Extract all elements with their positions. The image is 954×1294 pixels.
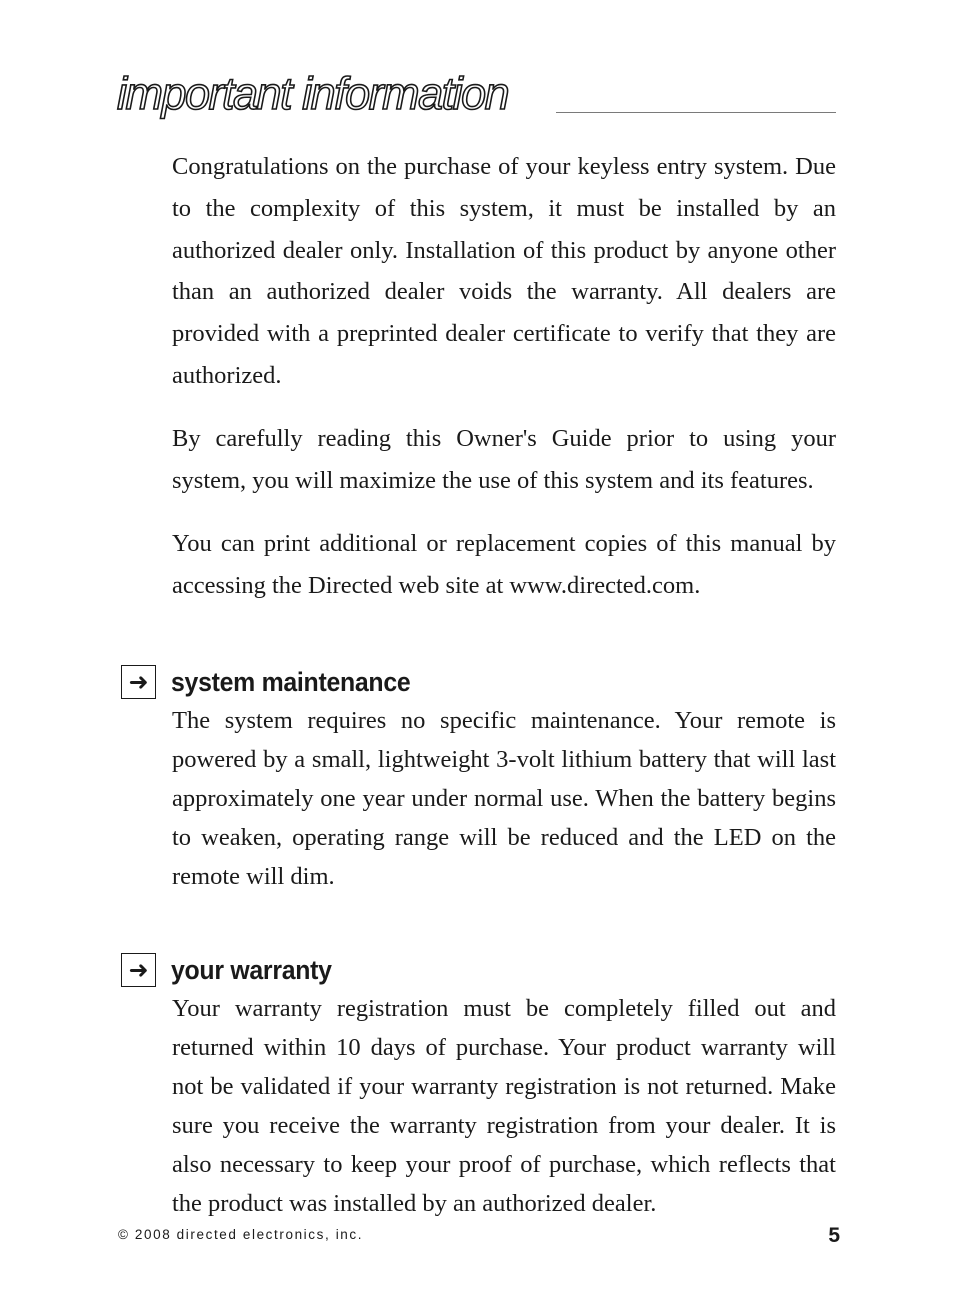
arrow-right-icon: ➜: [121, 953, 156, 987]
intro-paragraph-guide: By carefully reading this Owner's Guide prior to using your system, you will maximize the use of this system and its features.: [172, 425, 836, 494]
footer-copyright: © 2008 directed electronics, inc.: [118, 1227, 364, 1242]
arrow-right-icon: ➜: [121, 665, 156, 699]
intro-paragraph-dealer: Congratulations on the purchase of your keyless entry system. Due to the complexity of this system, it must be installed by an authorized dealer only. Installation of this product by anyone other than an authorized dealer voids the warranty. All dealers are provided with a preprinted dealer certificate to verify that they are authorized.: [172, 153, 836, 389]
title-rule: [556, 112, 836, 113]
intro-paragraph-website: You can print additional or replacement copies of this manual by accessing the Directed web site at www.directed.com.: [172, 530, 836, 599]
section-heading-maintenance: [121, 665, 431, 699]
section-title-warranty: your warranty: [171, 954, 332, 985]
page-title: important information: [117, 68, 509, 119]
section-text-maintenance: The system requires no specific maintenance. Your remote is powered by a small, lightweight 3-volt lithium battery that will last approximately one year under normal use. When the battery begins to weaken, operating range will be reduced and the LED on the remote will dim.: [172, 707, 836, 890]
page-number: 5: [828, 1224, 840, 1247]
section-heading-warranty: [121, 953, 346, 987]
section-title-maintenance: system maintenance: [171, 666, 411, 697]
section-text-warranty: Your warranty registration must be completely filled out and returned within 10 days of purchase. Your product warranty will not be validated if your warranty registration is not returned. Make sure you receive the warranty registration from your dealer. It is also necessary to keep your proof of purchase, which reflects that the product was installed by an authorized dealer.: [172, 995, 836, 1217]
